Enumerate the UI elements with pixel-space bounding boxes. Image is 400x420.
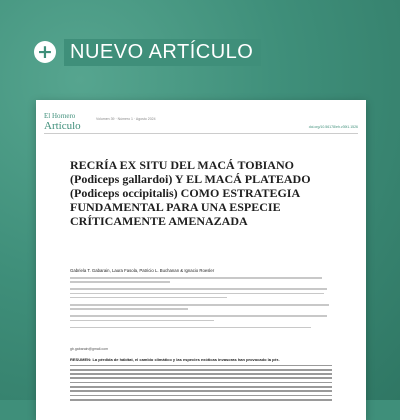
text-line [70, 395, 332, 397]
header-divider [44, 133, 358, 134]
text-line [70, 293, 324, 295]
abstract-heading: RESUMEN: La pérdida de hábitat, el cambio climático y las especies exóticas invasoras han provocado la pér- [70, 357, 280, 362]
journal-logo [44, 112, 124, 132]
text-line [70, 277, 322, 279]
text-line [70, 369, 332, 371]
text-line [70, 377, 332, 379]
article-preview [36, 100, 366, 420]
text-line [70, 281, 170, 283]
text-line [70, 390, 332, 392]
text-line [70, 386, 332, 388]
volume-info: Volumen 39 · Número 1 · Agosto 2024 [96, 117, 156, 121]
text-line [70, 365, 332, 367]
text-line [70, 327, 311, 329]
text-line [70, 304, 329, 306]
text-line [70, 308, 188, 310]
title-line: (Podiceps occipitalis) COMO ESTRATEGIA [70, 186, 301, 200]
title-line: RECRÍA EX SITU DEL MACÁ TOBIANO [70, 158, 294, 172]
author-list: Gabriela T. Gabarain, Laura Fasola, Patricio L. Buchanan & Ignacio Roesler [70, 268, 215, 273]
affiliations-block [70, 277, 332, 331]
new-article-banner [34, 35, 270, 69]
text-line [70, 315, 327, 317]
text-line [70, 373, 332, 375]
title-line: CRÍTICAMENTE AMENAZADA [70, 214, 248, 228]
abstract-block [70, 357, 332, 401]
title-line: (Podiceps gallardoi) Y EL MACÁ PLATEADO [70, 172, 311, 186]
doi-link[interactable]: doi.org/10.56178/eh.v39i1.1526 [308, 125, 358, 129]
title-line: FUNDAMENTAL PARA UNA ESPECIE [70, 200, 281, 214]
article-title [70, 158, 350, 228]
text-line [70, 297, 227, 299]
plus-icon: + [34, 41, 56, 63]
banner-label: NUEVO ARTÍCULO [64, 39, 261, 66]
journal-name: El Hornero [44, 112, 76, 120]
text-line [70, 288, 327, 290]
contact-email[interactable]: gb.gabarain@gmail.com [70, 347, 108, 351]
text-line [70, 382, 332, 384]
journal-section: Artículo [44, 120, 81, 132]
text-line [70, 320, 214, 322]
